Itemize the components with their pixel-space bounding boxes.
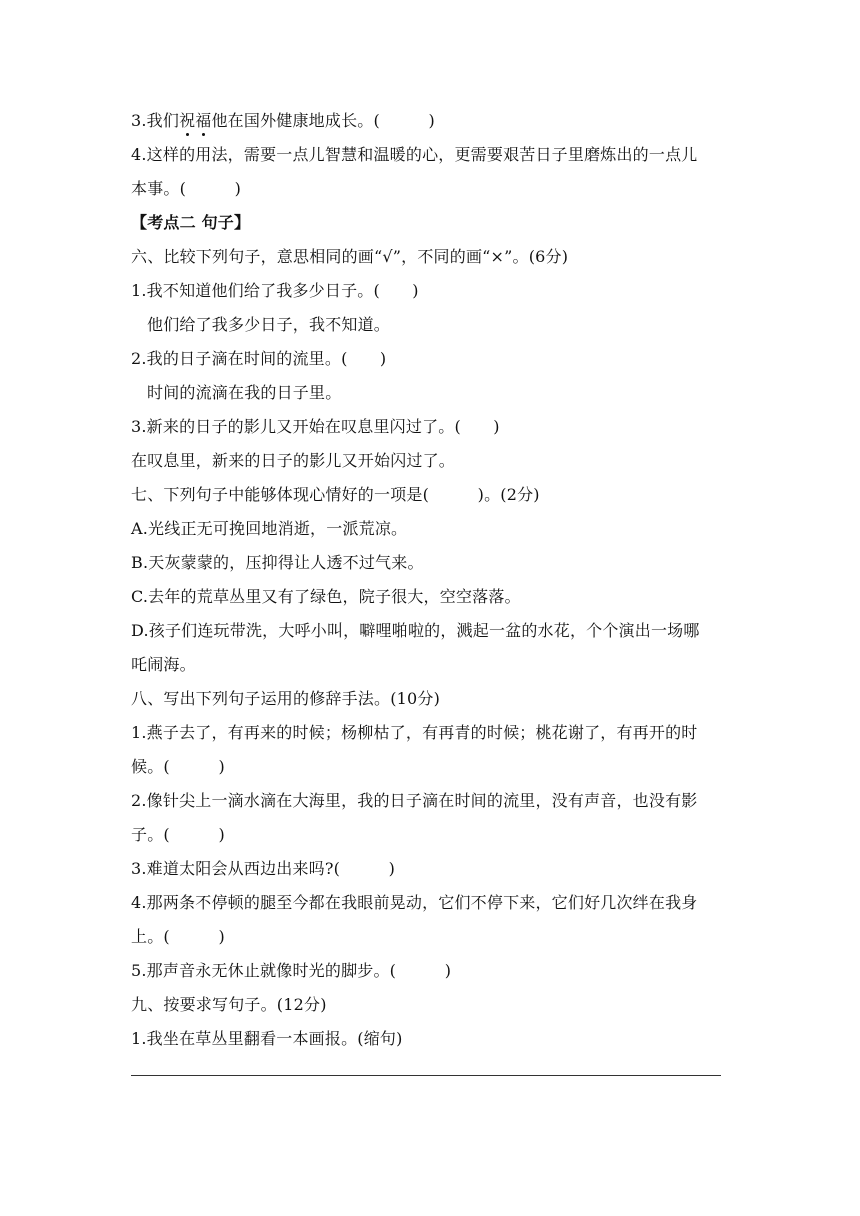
q7-title: 七、下列句子中能够体现心情好的一项是( )。(2分) bbox=[131, 485, 540, 504]
q3-dotted-char-2: 福 bbox=[195, 104, 211, 138]
q8-item-2-line-1: 2.像针尖上一滴水滴在大海里，我的日子滴在时间的流里，没有声音，也没有影 bbox=[131, 791, 698, 810]
q8-item-1-line-1: 1.燕子去了，有再来的时候；杨柳枯了，有再青的时候；桃花谢了，有再开的时 bbox=[131, 723, 698, 742]
q7-option-d-line-2: 吒闹海。 bbox=[131, 655, 196, 674]
q8-item-1-line-2: 候。( ) bbox=[131, 757, 225, 776]
q7-option-b: B.天灰蒙蒙的，压抑得让人透不过气来。 bbox=[131, 553, 424, 572]
q6-item-3: 3.新来的日子的影儿又开始在叹息里闪过了。( ) bbox=[131, 417, 500, 436]
q8-item-5: 5.那声音永无休止就像时光的脚步。( ) bbox=[131, 961, 452, 980]
section5-question-4-line-1: 4.这样的用法，需要一点儿智慧和温暖的心，更需要艰苦日子里磨炼出的一点儿 bbox=[131, 145, 698, 164]
q6-item-3-compare: 在叹息里，新来的日子的影儿又开始闪过了。 bbox=[131, 451, 456, 470]
q6-item-2: 2.我的日子滴在时间的流里。( ) bbox=[131, 349, 387, 368]
section-heading: 【考点二 句子】 bbox=[131, 213, 251, 232]
q6-item-1-compare: 他们给了我多少日子，我不知道。 bbox=[147, 315, 391, 334]
q9-title: 九、按要求写句子。(12分) bbox=[131, 995, 327, 1014]
q3-text-before: 3.我们 bbox=[131, 111, 180, 130]
q7-option-a: A.光线正无可挽回地消逝，一派荒凉。 bbox=[131, 519, 408, 538]
q7-option-c: C.去年的荒草丛里又有了绿色，院子很大，空空落落。 bbox=[131, 587, 521, 606]
q3-dotted-char-1: 祝 bbox=[179, 104, 195, 138]
q6-title: 六、比较下列句子，意思相同的画“√”，不同的画“×”。(6分) bbox=[131, 247, 569, 266]
q8-item-4-line-2: 上。( ) bbox=[131, 927, 225, 946]
section5-question-4-line-2: 本事。( ) bbox=[131, 179, 242, 198]
q8-title: 八、写出下列句子运用的修辞手法。(10分) bbox=[131, 689, 441, 708]
q7-option-d-line-1: D.孩子们连玩带洗，大呼小叫，噼哩啪啦的，溅起一盆的水花，个个演出一场哪 bbox=[131, 621, 700, 640]
q3-text-after: 他在国外健康地成长。( ) bbox=[211, 111, 435, 130]
q9-item-1: 1.我坐在草丛里翻看一本画报。(缩句) bbox=[131, 1029, 403, 1048]
q6-item-1: 1.我不知道他们给了我多少日子。( ) bbox=[131, 281, 419, 300]
section5-question-3 bbox=[131, 104, 738, 138]
answer-writing-line[interactable] bbox=[131, 1075, 721, 1076]
q8-item-2-line-2: 子。( ) bbox=[131, 825, 225, 844]
q8-item-4-line-1: 4.那两条不停顿的腿至今都在我眼前晃动，它们不停下来，它们好几次绊在我身 bbox=[131, 893, 698, 912]
q6-item-2-compare: 时间的流滴在我的日子里。 bbox=[147, 383, 342, 402]
q8-item-3: 3.难道太阳会从西边出来吗?( ) bbox=[131, 859, 396, 878]
